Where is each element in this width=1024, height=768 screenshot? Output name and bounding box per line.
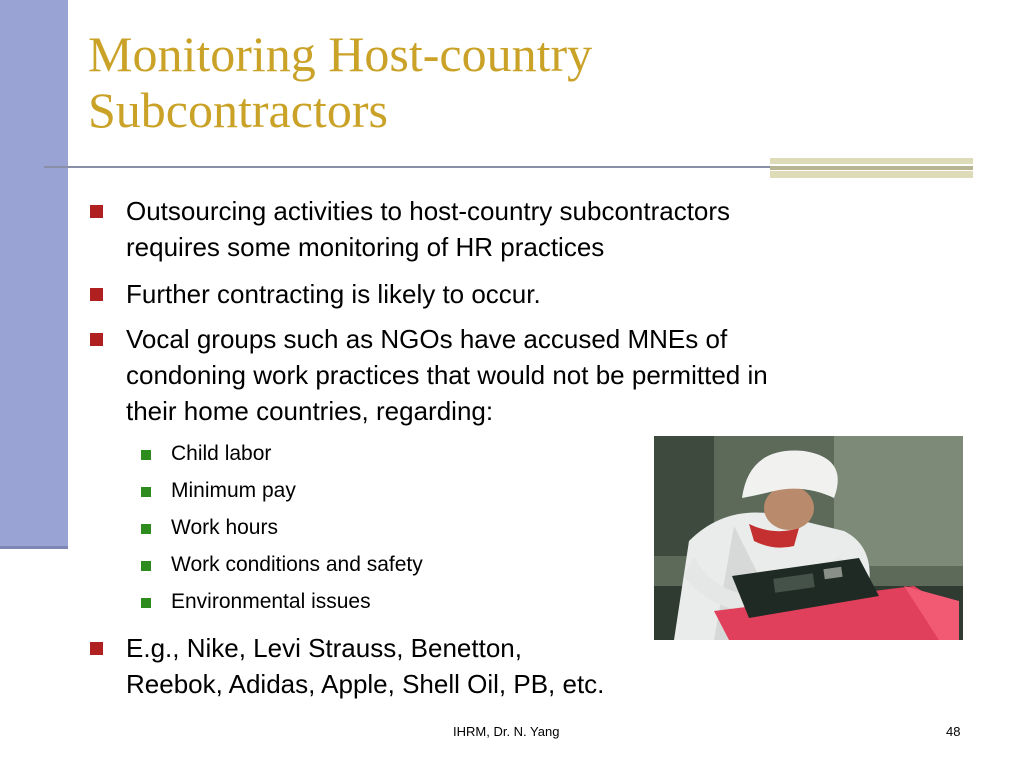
bullet-2-line-1: Further contracting is likely to occur.: [126, 279, 541, 309]
bullet-1-line-1: Outsourcing activities to host-country subcontractors: [126, 196, 731, 226]
accent-bar-top: [770, 158, 973, 164]
bullet-2: [126, 276, 896, 312]
factory-worker-illustration: [654, 436, 963, 640]
sub-bullet-1-text: Child labor: [171, 442, 272, 465]
sub-bullet-marker: [141, 524, 151, 534]
accent-bar-bottom: [770, 171, 973, 178]
bullet-3-line-3: their home countries, regarding:: [126, 396, 494, 426]
bullet-1: [126, 193, 896, 265]
bullet-4-line-1: E.g., Nike, Levi Strauss, Benetton,: [126, 633, 522, 663]
bullet-3: [126, 321, 896, 429]
sub-bullet-2: [171, 478, 571, 504]
title-accent-bars: [770, 158, 973, 178]
sub-bullet-4: [171, 552, 571, 578]
sub-bullet-marker: [141, 487, 151, 497]
slide-title: [88, 26, 968, 138]
page-number: 48: [946, 724, 961, 739]
slide-title-line-1: Monitoring Host-country: [88, 26, 593, 82]
factory-worker-photo: [654, 436, 963, 640]
bullet-marker: [90, 642, 103, 655]
bullet-4: [126, 630, 896, 702]
sub-bullet-2-text: Minimum pay: [171, 479, 296, 502]
left-accent-bar: [0, 0, 68, 546]
accent-bar-middle: [770, 166, 973, 170]
bullet-marker: [90, 333, 103, 346]
title-underline: [44, 166, 770, 168]
sub-bullet-3-text: Work hours: [171, 516, 278, 539]
sub-bullet-marker: [141, 561, 151, 571]
sub-bullet-1: [171, 441, 571, 467]
sub-bullet-4-text: Work conditions and safety: [171, 553, 423, 576]
sub-bullet-3: [171, 515, 571, 541]
sub-bullet-5-text: Environmental issues: [171, 590, 371, 613]
bullet-1-line-2: requires some monitoring of HR practices: [126, 232, 605, 262]
bullet-marker: [90, 205, 103, 218]
sub-bullet-marker: [141, 450, 151, 460]
sub-bullet-5: [171, 589, 571, 615]
left-accent-bar-shadow: [0, 546, 68, 549]
bullet-3-line-2: condoning work practices that would not be permitted in: [126, 360, 768, 390]
bullet-4-line-2: Reebok, Adidas, Apple, Shell Oil, PB, etc.: [126, 669, 605, 699]
footer-author: IHRM, Dr. N. Yang: [453, 724, 560, 739]
bullet-3-line-1: Vocal groups such as NGOs have accused MNEs of: [126, 324, 728, 354]
sub-bullet-marker: [141, 598, 151, 608]
bullet-marker: [90, 288, 103, 301]
slide-title-line-2: Subcontractors: [88, 82, 388, 138]
